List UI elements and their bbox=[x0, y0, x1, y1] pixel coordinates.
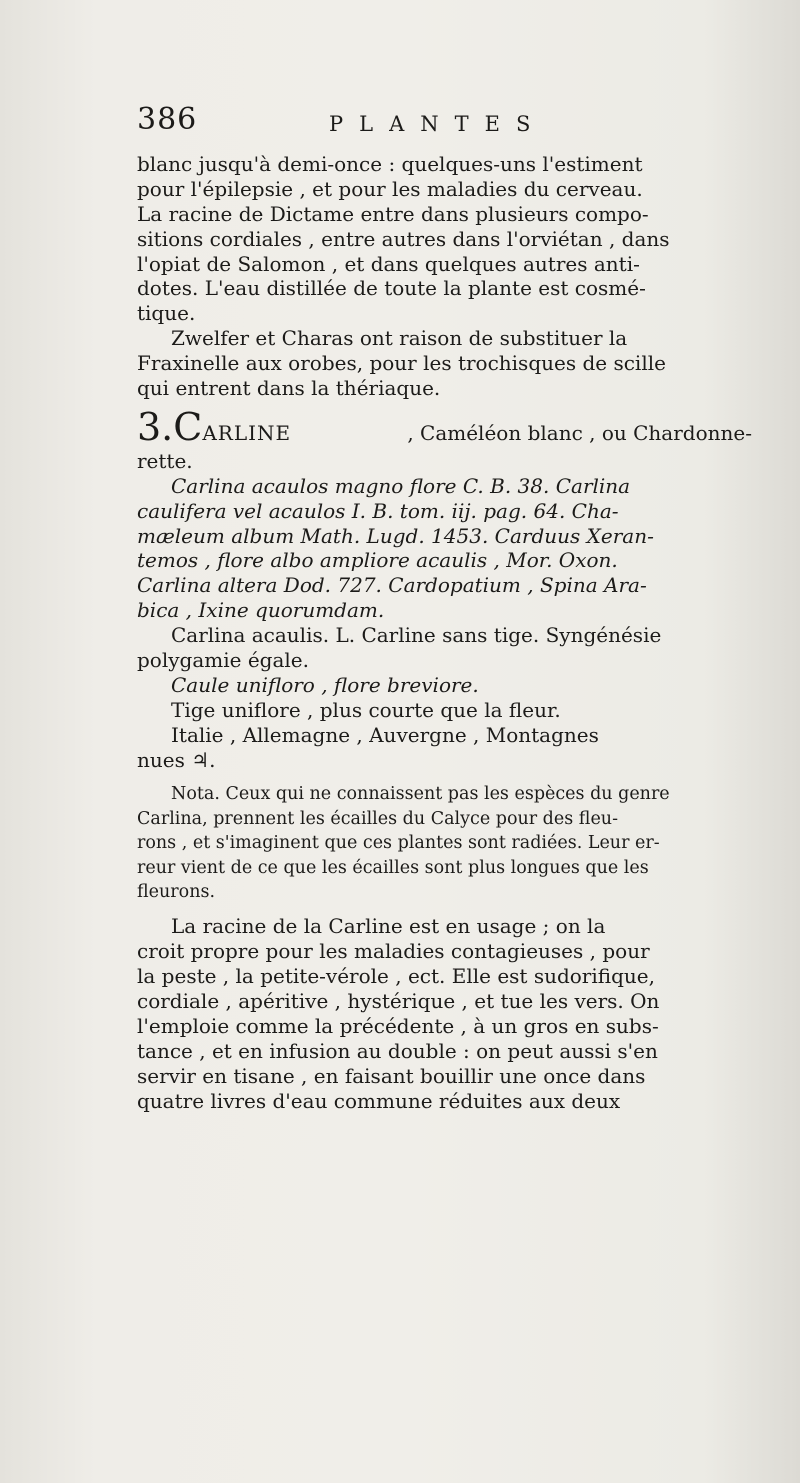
text-line: Zwelfer et Charas ont raison de substituer la bbox=[171, 326, 628, 351]
usage-line: la peste , la petite-vérole , ect. Elle est sudorifique, bbox=[137, 964, 655, 989]
usage-line: croit propre pour les maladies contagieuses , pour bbox=[137, 939, 650, 964]
text-line: sitions cordiales , entre autres dans l'orviétan , dans bbox=[137, 226, 670, 251]
usage-line: servir en tisane , en faisant bouillir une once dans bbox=[137, 1063, 646, 1088]
entry-number: 3. bbox=[137, 404, 174, 449]
usage-line: La racine de la Carline est en usage ; on la bbox=[171, 914, 606, 939]
linnaeus-line: polygamie égale. bbox=[137, 648, 309, 673]
entry-heading bbox=[137, 405, 752, 449]
nota-line: Carlina, prennent les écailles du Calyce pour des fleu- bbox=[137, 808, 618, 829]
synonym-line: Carlina acaulos magno flore C. B. 38. Carlina bbox=[171, 473, 631, 498]
running-title: PLANTES bbox=[329, 112, 547, 136]
caule-line: Caule unifloro , flore breviore. bbox=[171, 672, 479, 697]
synonym-line: Carlina altera Dod. 727. Cardopatium , Spina Ara- bbox=[137, 573, 647, 598]
usage-line: l'emploie comme la précédente , à un gros en subs- bbox=[137, 1014, 659, 1038]
tige-line: Tige uniflore , plus courte que la fleur. bbox=[171, 697, 561, 722]
text-line: blanc jusqu'à demi-once : quelques-uns l'estiment bbox=[137, 152, 643, 176]
synonym-line: mæleum album Math. Lugd. 1453. Carduus Xeran- bbox=[137, 523, 654, 548]
spacer bbox=[137, 904, 752, 914]
drop-cap: C bbox=[173, 404, 203, 449]
synonym-line: bica , Ixine quorumdam. bbox=[137, 598, 385, 623]
nota-line: rons , et s'imaginent que ces plantes sont radiées. Leur er- bbox=[137, 833, 660, 854]
entry-common-names: , Caméléon blanc , ou Chardonne- bbox=[407, 420, 752, 445]
entry-title bbox=[137, 405, 291, 455]
text-line: qui entrent dans la thériaque. bbox=[137, 376, 441, 401]
nota-line: Nota. Ceux qui ne connaissent pas les espèces du genre bbox=[171, 784, 670, 805]
text-line: dotes. L'eau distillée de toute la plante est cosmé- bbox=[137, 276, 646, 301]
habitat-line: nues ♃. bbox=[137, 747, 216, 772]
text-line: rette. bbox=[137, 448, 193, 473]
spacer bbox=[137, 772, 752, 782]
usage-line: quatre livres d'eau commune réduites aux deux bbox=[137, 1088, 621, 1113]
text-line: pour l'épilepsie , et pour les maladies du cerveau. bbox=[137, 176, 643, 201]
entry-name: ARLINE bbox=[202, 420, 292, 445]
synonym-line: temos , flore albo ampliore acaulis , Mor. Oxon. bbox=[137, 548, 618, 573]
text-line: La racine de Dictame entre dans plusieurs compo- bbox=[137, 201, 649, 226]
text-line: Fraxinelle aux orobes, pour les trochisques de scille bbox=[137, 351, 666, 376]
page-header bbox=[137, 102, 757, 142]
usage-line: cordiale , apéritive , hystérique , et tue les vers. On bbox=[137, 989, 660, 1014]
nota-line: reur vient de ce que les écailles sont plus longues que les bbox=[137, 857, 649, 878]
usage-line: tance , et en infusion au double : on peut aussi s'en bbox=[137, 1038, 658, 1063]
nota-line: fleurons. bbox=[137, 882, 216, 903]
linnaeus-line: Carlina acaulis. L. Carline sans tige. Syngénésie bbox=[171, 623, 662, 648]
body-text bbox=[137, 152, 752, 1114]
synonym-line: caulifera vel acaulos I. B. tom. iij. pag. 64. Cha- bbox=[137, 498, 619, 523]
page-number: 386 bbox=[137, 102, 198, 137]
habitat-line: Italie , Allemagne , Auvergne , Montagnes bbox=[171, 722, 599, 747]
text-line: l'opiat de Salomon , et dans quelques autres anti- bbox=[137, 251, 640, 276]
text-line: tique. bbox=[137, 301, 196, 326]
